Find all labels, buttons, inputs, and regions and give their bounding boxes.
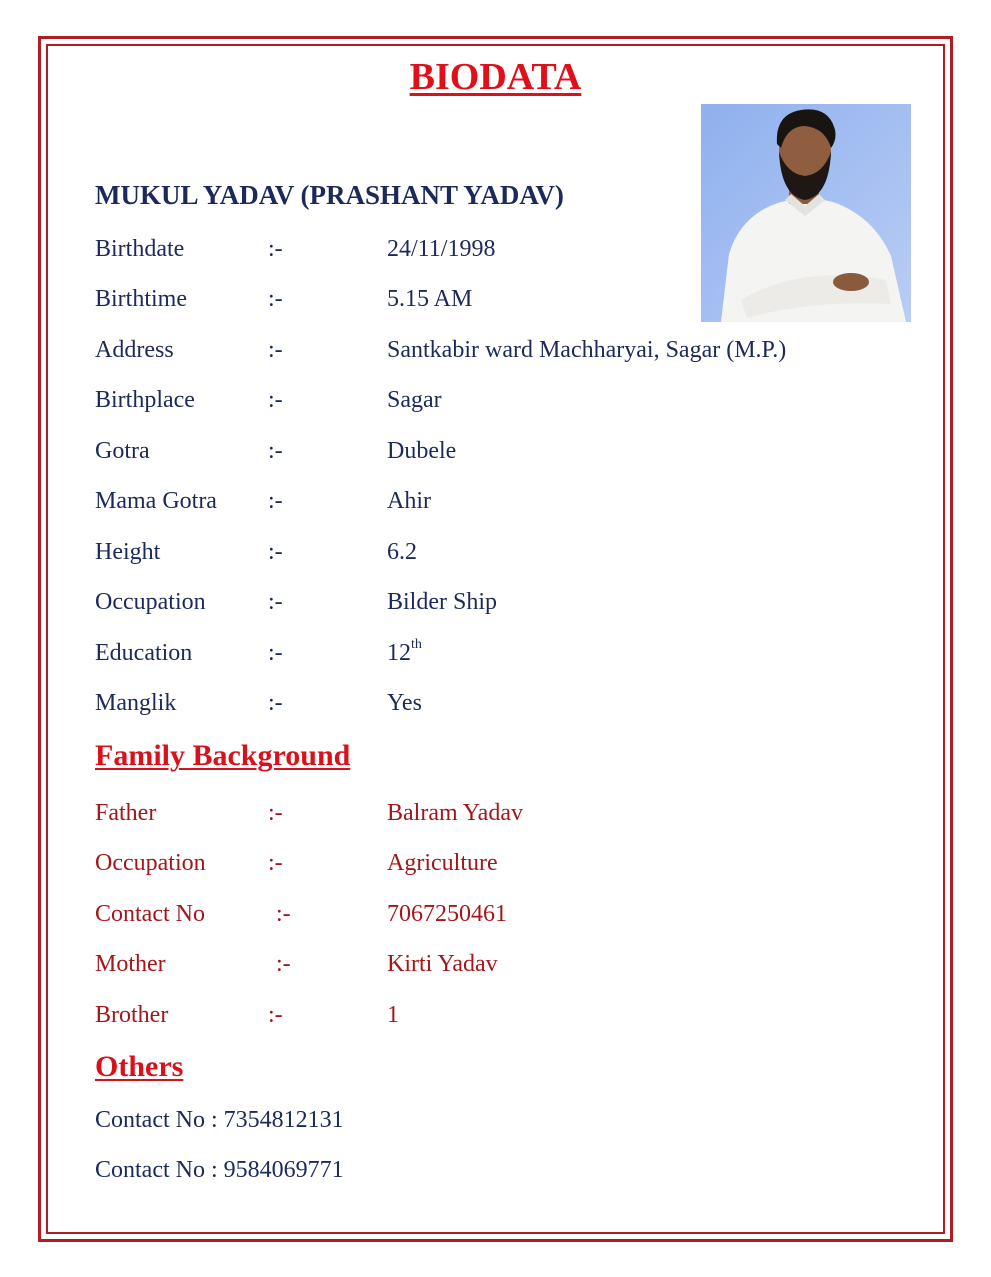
detail-separator: :- xyxy=(268,488,283,514)
family-separator: :- xyxy=(268,800,283,826)
family-separator: :- xyxy=(276,951,291,977)
family-separator: :- xyxy=(268,1002,283,1028)
detail-separator: :- xyxy=(268,438,283,464)
detail-separator: :- xyxy=(268,539,283,565)
profile-photo-illustration xyxy=(701,104,911,322)
detail-label: Manglik xyxy=(95,690,177,716)
detail-separator: :- xyxy=(268,690,283,716)
family-value: 7067250461 xyxy=(387,901,507,927)
others-contact-2: Contact No : 9584069771 xyxy=(95,1157,344,1183)
detail-separator: :- xyxy=(268,387,283,413)
family-background-heading: Family Background xyxy=(95,739,351,772)
detail-label: Birthdate xyxy=(95,236,185,262)
education-superscript: th xyxy=(411,637,422,652)
detail-value: Ahir xyxy=(387,488,431,514)
family-value: Agriculture xyxy=(387,850,498,876)
detail-value: 5.15 AM xyxy=(387,286,473,312)
candidate-name: MUKUL YADAV (PRASHANT YADAV) xyxy=(95,180,564,210)
detail-value: Sagar xyxy=(387,387,442,413)
detail-label: Mama Gotra xyxy=(95,488,217,514)
detail-value: Yes xyxy=(387,690,422,716)
family-label: Mother xyxy=(95,951,166,977)
detail-value: Bilder Ship xyxy=(387,589,498,615)
family-separator: :- xyxy=(268,850,283,876)
detail-label: Occupation xyxy=(95,589,206,615)
detail-label: Education xyxy=(95,640,193,666)
family-value: 1 xyxy=(387,1002,399,1028)
family-label: Father xyxy=(95,800,157,826)
detail-value: 24/11/1998 xyxy=(387,236,496,262)
others-heading: Others xyxy=(95,1050,184,1083)
detail-label: Birthplace xyxy=(95,387,195,413)
detail-label: Height xyxy=(95,539,161,565)
detail-label: Address xyxy=(95,337,174,363)
detail-label: Gotra xyxy=(95,438,150,464)
detail-value xyxy=(387,637,422,669)
detail-separator: :- xyxy=(268,589,283,615)
detail-separator: :- xyxy=(268,286,283,312)
family-label: Contact No xyxy=(95,901,205,927)
detail-value: Santkabir ward Machharyai, Sagar (M.P.) xyxy=(387,337,787,363)
family-separator: :- xyxy=(276,901,291,927)
detail-separator: :- xyxy=(268,236,283,262)
family-label: Occupation xyxy=(95,850,206,876)
detail-value: 6.2 xyxy=(387,539,417,565)
detail-value: Dubele xyxy=(387,438,457,464)
family-value: Balram Yadav xyxy=(387,800,523,826)
detail-separator: :- xyxy=(268,640,283,666)
family-label: Brother xyxy=(95,1002,169,1028)
detail-label: Birthtime xyxy=(95,286,187,312)
document-title: BIODATA xyxy=(409,56,582,98)
profile-photo xyxy=(701,104,911,322)
others-contact-1: Contact No : 7354812131 xyxy=(95,1107,344,1133)
education-value: 12 xyxy=(387,640,411,666)
detail-separator: :- xyxy=(268,337,283,363)
family-value: Kirti Yadav xyxy=(387,951,498,977)
